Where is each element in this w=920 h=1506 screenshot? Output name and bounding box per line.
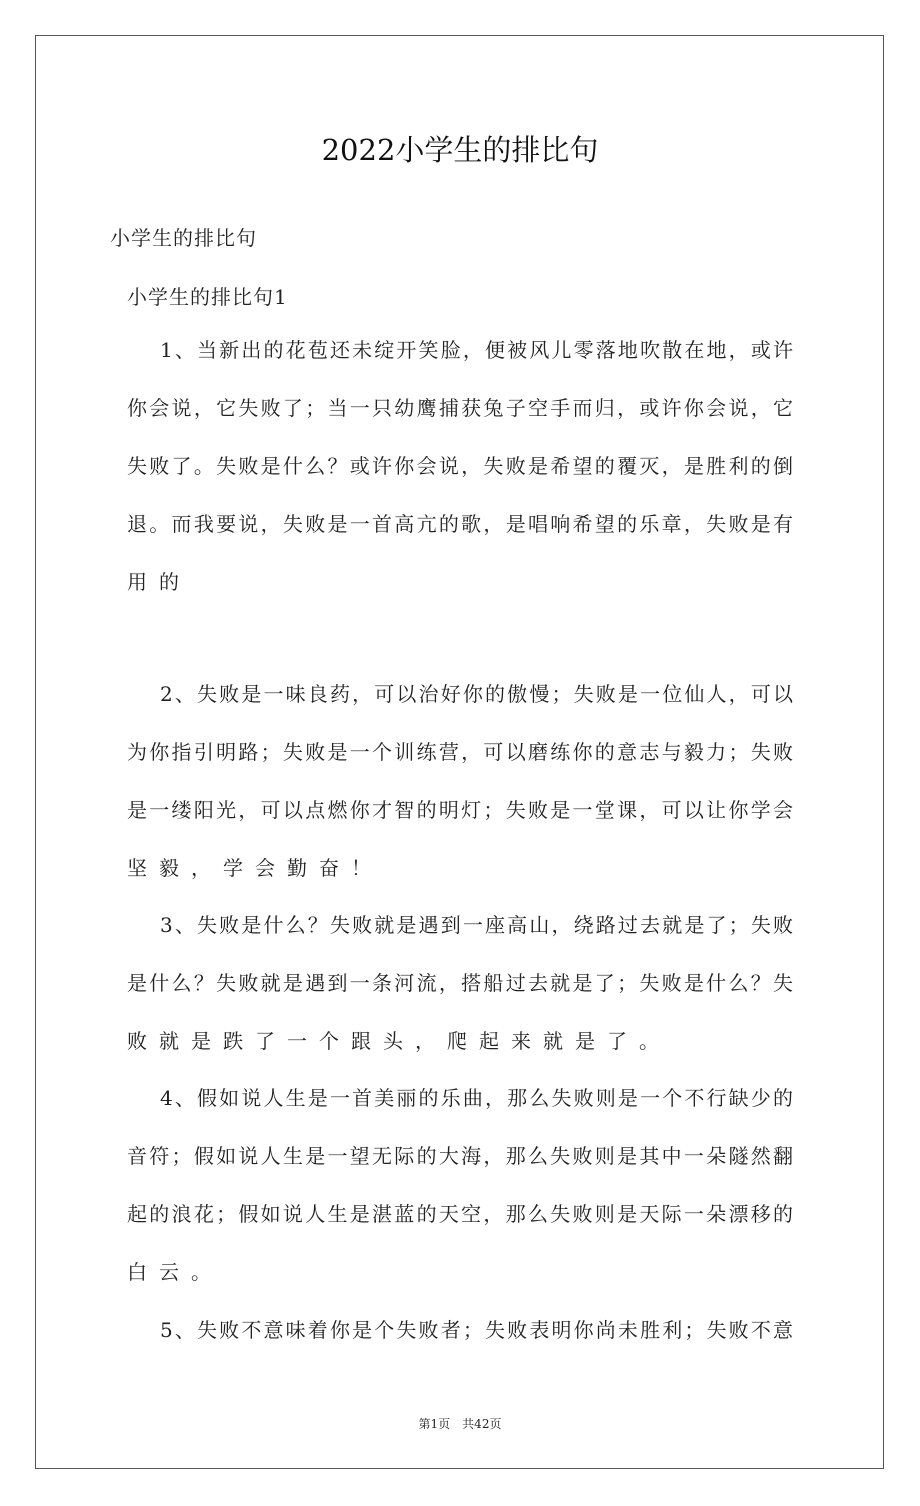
paragraph [127, 1301, 793, 1359]
paragraph-line: 你会说，它失败了；当一只幼鹰捕获兔子空手而归，或许你会说，它 [127, 396, 793, 420]
paragraph-line: 用的 [127, 570, 191, 594]
paragraph [127, 1069, 793, 1301]
paragraph-line: 3、失败是什么？失败就是遇到一座高山，绕路过去就是了；失败 [160, 913, 793, 937]
paragraph-line: 1、当新出的花苞还未绽开笑脸，便被风儿零落地吹散在地，或许 [160, 338, 793, 362]
paragraph-line: 白云。 [127, 1260, 223, 1284]
paragraph-line: 败就是跌了一个跟头，爬起来就是了。 [127, 1029, 671, 1053]
paragraph [127, 321, 793, 611]
paragraph-line: 音符；假如说人生是一望无际的大海，那么失败则是其中一朵隧然翻 [127, 1144, 793, 1168]
document-title: 2022小学生的排比句 [321, 133, 599, 167]
paragraph-line: 是一缕阳光，可以点燃你才智的明灯；失败是一堂课，可以让你学会 [127, 798, 793, 822]
paragraph-line: 退。而我要说，失败是一首高亢的歌，是唱响希望的乐章，失败是有 [127, 512, 793, 536]
paragraph-line: 2、失败是一味良药，可以治好你的傲慢；失败是一位仙人，可以 [160, 682, 793, 706]
paragraph-line: 5、失败不意味着你是个失败者；失败表明你尚未胜利；失败不意 [160, 1318, 793, 1342]
paragraph-line: 4、假如说人生是一首美丽的乐曲，那么失败则是一个不行缺少的 [160, 1086, 793, 1110]
paragraph-line: 坚毅，学会勤奋！ [127, 856, 383, 880]
page-footer: 第1页 共42页 [418, 1417, 502, 1431]
section-heading: 小学生的排比句1 [127, 285, 288, 309]
paragraph-line: 为你指引明路；失败是一个训练营，可以磨练你的意志与毅力；失败 [127, 740, 793, 764]
paragraph-line: 是什么？失败就是遇到一条河流，搭船过去就是了；失败是什么？失 [127, 971, 793, 995]
paragraph-line: 失败了。失败是什么？或许你会说，失败是希望的覆灭，是胜利的倒 [127, 454, 793, 478]
paragraph [127, 665, 793, 897]
paragraph [127, 896, 793, 1070]
document-subtitle: 小学生的排比句 [110, 226, 257, 250]
paragraph-line: 起的浪花；假如说人生是湛蓝的天空，那么失败则是天际一朵漂移的 [127, 1202, 793, 1226]
